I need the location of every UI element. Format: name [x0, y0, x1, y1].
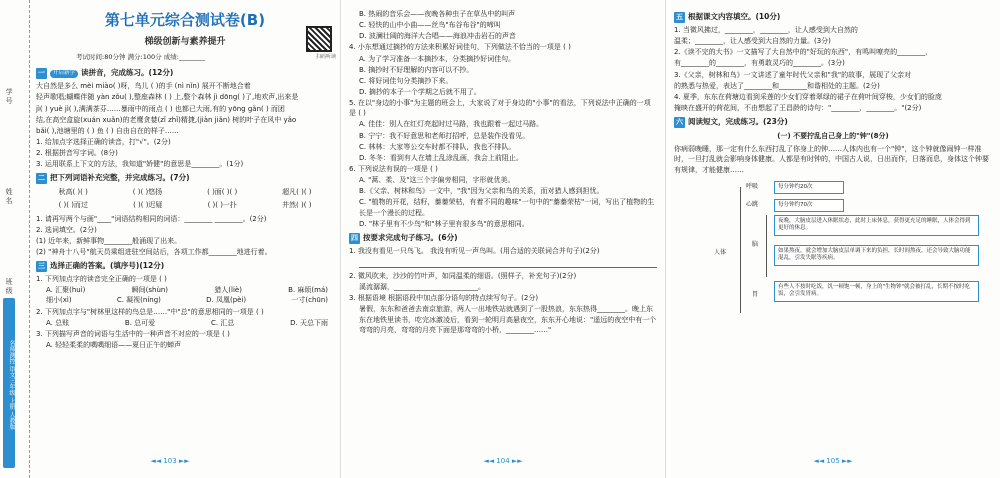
option[interactable]: A. 总账: [46, 318, 70, 327]
fill-line[interactable]: 2.《读不完的大书》一文描写了大自然中的"好玩的东西"，有鸣叫嘹亮的________，: [674, 48, 933, 57]
section-5-header: [674, 12, 992, 23]
idiom-blank[interactable]: 井然( )( ): [282, 201, 312, 210]
option[interactable]: C. 林林：大家等公交车时都不排队，我也不排队。: [359, 142, 516, 151]
option[interactable]: D. 天总下雨: [290, 318, 328, 327]
option[interactable]: B.《父亲、树林和鸟》一文中，"我"因为父亲和鸟的关系，而对猎人感到担忧。: [359, 187, 604, 196]
section-6-header: [674, 117, 992, 128]
option[interactable]: B. 热闹的音乐会——夜晚各种虫子在草丛中的叫声: [359, 10, 516, 18]
book-spine-label: 名师测控 语文三年级 上册 人教版: [3, 298, 15, 468]
diagram-label-human: 人体: [714, 248, 727, 256]
question: 3. 根据语境 根据语段中加点部分语句的特点续写句子。(2分): [349, 294, 539, 303]
answer-line[interactable]: [359, 258, 657, 268]
page-number: ◄◄ 105 ►►: [813, 456, 853, 465]
question: 4. 小东想通过摘抄的方法来积累好词佳句，下列做法不恰当的一项是 ( ): [349, 43, 571, 52]
diagram-bracket: [740, 187, 741, 313]
section-number: 一: [38, 69, 45, 78]
question: 1. 下列加点字的读音完全正确的一项是 ( ): [36, 275, 167, 284]
label-class: 班级: [5, 278, 14, 296]
reading-text: 你病弱晚睡，那一定有什么东西打乱了你身上的钟……人体内也有一个"钟"，这个钟就像闹钟一样准时，一旦打乱就会影响身体健康。人都是有时钟的，中国古人说，日出而作，日落而息，身体这个钟要有规律，才能健康……: [674, 145, 989, 174]
section-tag: 开启新学: [50, 70, 78, 78]
section-title: 选择正确的答案。(填序号)(12分): [50, 261, 165, 271]
diagram-label-stomach: 胃: [752, 290, 759, 298]
page-title: 第七单元综合测试卷(B): [104, 11, 266, 29]
passage-line: 大自然是多么 mèi miào( )呀，鸟儿 ( )的手 (nì nǐn) 展开不断地合着: [36, 82, 251, 91]
idiom-row: [36, 200, 334, 210]
option[interactable]: C. "植物的开花，结籽，蓁蓁荣枯，有着不同的趣味"一句中的"蓁蓁荣枯"一词，写出了植物的生长是一个漫长的过程。: [359, 198, 655, 217]
section-title: 把下列词语补充完整，并完成练习。(7分): [50, 173, 190, 183]
question: 6. 下列说法有误的一项是 ( ): [349, 164, 438, 173]
idiom-blank[interactable]: 超凡( )( ): [282, 188, 312, 197]
section-number: 五: [676, 13, 683, 21]
idiom-blank[interactable]: ( )( )而过: [58, 201, 88, 210]
question: 2. 选词填空。(2分): [36, 225, 97, 234]
option[interactable]: C. 汇总: [210, 318, 235, 327]
idiom-blank[interactable]: ( )( )一扑: [207, 201, 237, 210]
fill-line[interactable]: 1. 当微风拂过，________，________，让人感受到大自然的: [674, 26, 858, 34]
body-clock-diagram: [674, 179, 992, 319]
fill-line[interactable]: 掩映在盛开的荷花间，不由想起了王昌龄的诗句："________，________。"(2分): [674, 103, 922, 112]
option[interactable]: 猎人(liè): [214, 286, 242, 295]
option[interactable]: C. 凝视(níng): [116, 296, 161, 305]
section-number: 六: [676, 118, 683, 127]
binding-margin: [0, 0, 30, 478]
page-subtitle: 梯级创新与素养提升: [144, 36, 226, 47]
question: 2. 微风吹来，沙沙的竹叶声，如同温柔的细语。(照样子，补充句子)(2分): [349, 271, 577, 280]
option[interactable]: C. 轻快的山中小曲——丝鸟"布谷布谷"的啼叫: [359, 21, 501, 30]
option[interactable]: B. 宁宁：我不好意思和老师打招呼，总是装作没看见。: [359, 131, 530, 140]
fill-line[interactable]: 3.《父亲，树林和鸟》一文讲述了童年时代父亲和"我"的故事，展现了父亲对: [674, 70, 912, 79]
page-number: ◄◄ 104 ►►: [483, 456, 523, 465]
option[interactable]: 一寸(chūn): [291, 296, 328, 305]
section-2-header: [36, 173, 334, 184]
label-name: 姓名: [5, 188, 14, 206]
question: 2. 根据拼音写字词。(8分): [36, 149, 118, 158]
reading-title: (一) 不要拧乱自己身上的"钟"(8分): [777, 132, 889, 141]
question: 3. 运用联系上下文的方法，我知道"娇健"的意思是________。(1分): [36, 160, 244, 169]
qr-label: 扫码听读: [315, 54, 336, 60]
section-title: 根据课文内容填空。(10分): [688, 12, 781, 22]
section-number: 三: [38, 262, 45, 271]
section-4-header: [349, 233, 657, 244]
question: 3. 下列描写声音的词语与生活中的一种声音不对应的一项是 ( ): [36, 329, 230, 338]
section-title: 按要求完成句子练习。(6分): [363, 232, 458, 242]
diagram-bracket: [766, 215, 767, 277]
option[interactable]: A. 轻轻柔柔的喁喁细语——夏日正午的蝉声: [46, 341, 182, 350]
page-number: ◄◄ 103 ►►: [150, 456, 190, 465]
answer-line[interactable]: 溪流潺潺，________________________。: [359, 283, 485, 292]
diagram-box-breath: 每分钟约20次: [774, 181, 844, 195]
idiom-blank[interactable]: ( )( )迟疑: [133, 201, 163, 210]
exam-info: 考试时间:80分钟 满分:100分 成绩:________: [76, 52, 205, 61]
label-student-id: 学号: [5, 88, 14, 106]
idiom-blank[interactable]: ( )面( )( ): [207, 188, 238, 197]
option[interactable]: A. 为了学习准备一本摘抄本，分类摘抄好词佳句。: [359, 54, 516, 63]
option[interactable]: A. "蒿、柔、及"这三个字偏旁相同，字形就优美。: [359, 176, 515, 185]
idiom-row: [36, 187, 334, 197]
option[interactable]: 瞬间(shùn): [131, 286, 169, 295]
question: 1. 我没有看见一只鸟飞。 我没有听见一声鸟叫。(用合适的关联词合并句子)(2分): [349, 246, 600, 255]
fill-line[interactable]: 的熟悉与热爱，表达了________和________和谐相处的主题。(2分): [674, 81, 880, 90]
option[interactable]: 细小(xì): [46, 296, 72, 305]
section-title: 读拼音，完成练习。(12分): [81, 68, 174, 78]
option[interactable]: B. 摘抄时不好理解的内容可以不抄。: [359, 65, 474, 74]
passage-text: 暑假，东东和爸爸去南京旅游，两人一出地铁站就遇到了一股热浪，东东热得________。晚上东东在地铁里读书，吃完冰激凌后，看到一轮明月高悬夜空，东东开心地说："遥远的夜空中有一个弯弯的月亮，弯弯的月亮下面是那弯弯的小桥，________……": [359, 305, 657, 334]
option[interactable]: B. 总可爱: [124, 318, 156, 327]
option[interactable]: C. 将好词佳句分类摘抄下来。: [359, 76, 453, 85]
section-number: 二: [38, 174, 45, 183]
diagram-box-brain-night: 夜晚，大脑皮层进入休眠状态，此时上床休息，获得更充足的睡眠，人体会得到更好的休息。: [774, 215, 979, 236]
question: 1. 请再写两个与画"____"词语结构相同的词语：________ ________。(2分): [36, 214, 267, 223]
passage-line: jì( ) yuè jì( ),满满茶芬……暴雨中的雨点 ( ) 也都已大雨,有的 yōng gǎn( ) 而团: [36, 104, 285, 113]
diagram-label-breath: 呼吸: [746, 182, 759, 190]
diagram-label-heart: 心跳: [746, 200, 759, 208]
option[interactable]: D. 摘抄的本子一个学期之后就不用了。: [359, 87, 481, 96]
options-row: [36, 295, 334, 305]
diagram-label-brain: 脑: [752, 240, 759, 248]
section-3-header: [36, 261, 334, 272]
fill-line[interactable]: 温柔；________，让人感受到大自然的力量。(3分): [674, 37, 831, 46]
diagram-box-brain-late: 如果熬夜，就会增加大脑皮层单调下来的负担，长时间熬夜，还会导致大脑功能混乱，引发失眠等疾病。: [774, 245, 979, 266]
option[interactable]: A. 佳佳：别人在红灯亮起时过马路，我也跟着一起过马路。: [359, 120, 544, 129]
option[interactable]: D. 凤凰(pèi): [206, 296, 247, 305]
section-number: 四: [351, 233, 358, 242]
idiom-blank[interactable]: ( )( )悠扬: [132, 188, 163, 197]
option[interactable]: D. "林子里有不少鸟"和"林子里有很多鸟"的意思相同。: [359, 219, 529, 228]
section-title: 阅读短文，完成练习。(23分): [688, 117, 788, 127]
question: (2) "神舟十八号"航天员乘组进驻空间站后，各项工作都________地进行着。: [36, 248, 272, 257]
page-103: [0, 0, 340, 478]
passage-line: 结,在高空盒旋(xuán xuǎn)的老鹰贪婪(zǐ zhǐ)精捷,(jiàn jiǎn) 树的叶子在风中 yǎo: [36, 115, 297, 124]
page-105: [665, 0, 1000, 478]
option[interactable]: B. 麻烦(má): [288, 286, 328, 295]
question: 1. 给加点字选择正确的读音，打"√"。(2分): [36, 137, 171, 146]
section-1-header: [36, 68, 334, 79]
passage-line: 轻声歌唱;蝴蝶伴随 yàn zǒu( ),整座森林 ( ) 上,整个森林 jì dōng( )了,地欢声,出来是: [36, 93, 299, 102]
idiom-blank[interactable]: 秋高( )( ): [58, 188, 88, 197]
fill-line[interactable]: 4. 夏季，东东在荷塘边看到采莲的少女们穿着翠绿的裙子在荷叶间穿梭，少女们的脸庞: [674, 92, 942, 101]
diagram-box-stomach: 有些人不按时吃饭，饥一顿饱一顿，身上的"生物钟"就会被打乱，长期不按时吃饭，会引发胃病。: [774, 281, 979, 302]
fill-line[interactable]: 有________的________，有勇敢灵巧的________。(3分): [674, 59, 845, 68]
question: (1) 近年来，新鲜事物________般涌现了出来。: [36, 236, 182, 245]
option[interactable]: D. 波澜壮阔的海洋大合唱——海浪冲击岩石的声音: [359, 32, 516, 41]
diagram-box-heart: 每分钟约70次: [774, 199, 844, 213]
options-row: [36, 318, 334, 328]
question: 2. 下列加点字与"树林里这样的鸟总是……"中"总"的意思相同的一项是 ( ): [36, 307, 264, 316]
question: 5. 在以"身边的小事"为主题的班会上，大家说了对于身边的"小事"的看法，下列说法中正确的一项是 ( ): [349, 99, 651, 118]
options-row: [36, 285, 334, 295]
passage-line: bǎi( ),池塘里的 ( ) 鱼 ( ) 自由自在的样子……: [36, 126, 179, 135]
page-104: [340, 0, 665, 478]
option[interactable]: A. 汇聚(huì): [46, 286, 86, 295]
option[interactable]: D. 冬冬：看到有人在墙上乱涂乱画，我会上前阻止。: [359, 153, 523, 162]
